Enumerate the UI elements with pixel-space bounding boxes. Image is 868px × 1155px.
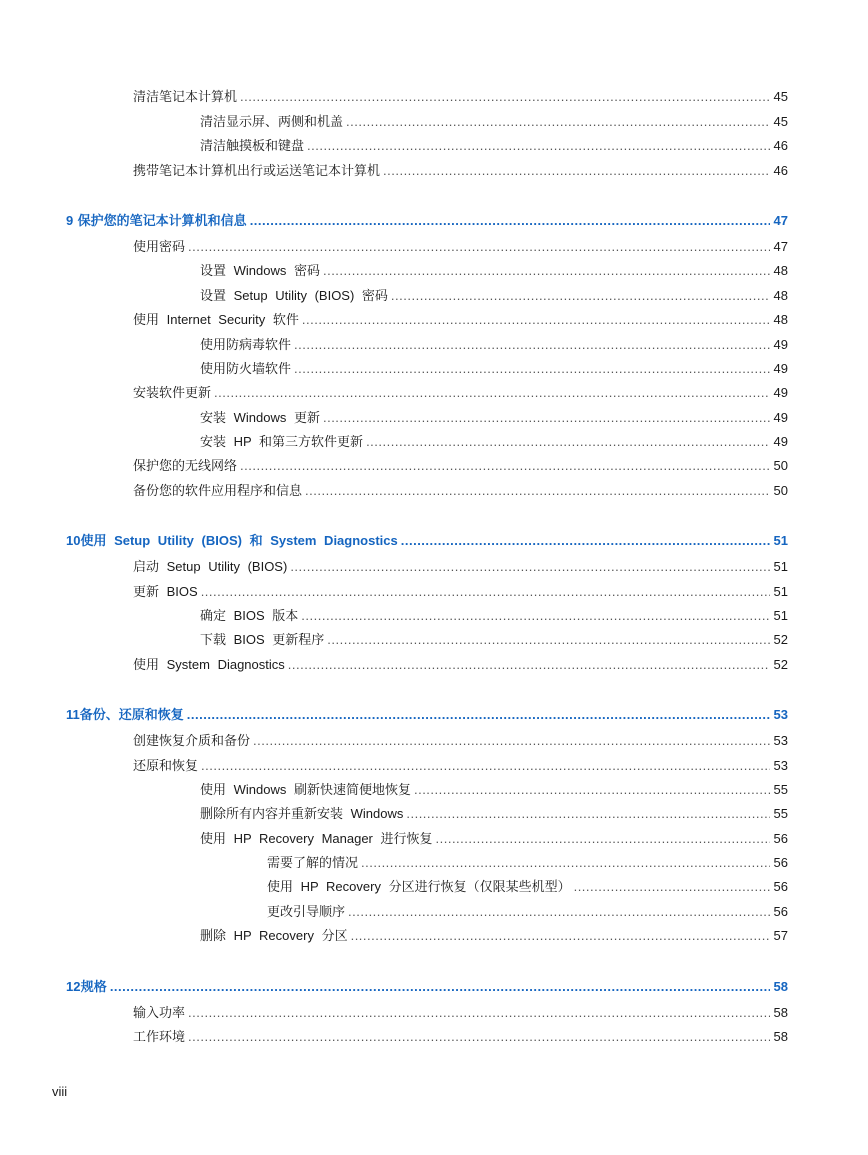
- dot-leader: [391, 288, 770, 304]
- dot-leader: [240, 458, 770, 474]
- page-number: 56: [773, 904, 788, 919]
- toc-entry[interactable]: [200, 831, 788, 847]
- entry-title: 使用 Internet Security 软件: [133, 312, 299, 327]
- page-number: 50: [773, 483, 788, 498]
- toc-entry[interactable]: [200, 263, 788, 279]
- dot-leader: [348, 904, 770, 920]
- page-number: 55: [773, 782, 788, 797]
- entry-title: 下载 BIOS 更新程序: [200, 632, 325, 647]
- toc-entry[interactable]: [133, 312, 788, 328]
- page-number: 51: [773, 559, 788, 574]
- page-number: 51: [773, 608, 788, 623]
- toc-entry[interactable]: [267, 904, 788, 920]
- dot-leader: [574, 879, 770, 895]
- dot-leader: [436, 831, 770, 847]
- dot-leader: [250, 213, 770, 229]
- toc-entry[interactable]: [133, 1005, 788, 1021]
- entry-title: 设置 Windows 密码: [200, 263, 320, 278]
- entry-title: 还原和恢复: [133, 758, 199, 773]
- entry-title: 备份您的软件应用程序和信息: [133, 483, 303, 498]
- dot-leader: [201, 584, 770, 600]
- toc-entry[interactable]: [133, 163, 788, 179]
- page-number: 49: [773, 385, 788, 400]
- entry-title: 使用密码: [133, 239, 186, 254]
- chapter-number: 10: [66, 533, 81, 548]
- dot-leader: [346, 114, 770, 130]
- toc-entry[interactable]: [200, 410, 788, 426]
- toc-chapter-entry[interactable]: [66, 707, 788, 723]
- page-number: 56: [773, 855, 788, 870]
- dot-leader: [214, 385, 770, 401]
- toc-entry[interactable]: [200, 337, 788, 353]
- entry-title: 保护您的无线网络: [133, 458, 238, 473]
- entry-title: 安装 HP 和第三方软件更新: [200, 434, 364, 449]
- entry-title: 输入功率: [133, 1005, 186, 1020]
- page-number: 45: [773, 89, 788, 104]
- dot-leader: [187, 707, 770, 723]
- dot-leader: [253, 733, 770, 749]
- page-number: 48: [773, 288, 788, 303]
- toc-entry[interactable]: [200, 928, 788, 944]
- page-number: 47: [773, 213, 788, 228]
- page-number: 56: [773, 831, 788, 846]
- toc-entry[interactable]: [133, 584, 788, 600]
- dot-leader: [414, 782, 770, 798]
- chapter-number: 9: [66, 213, 74, 228]
- toc-entry[interactable]: [133, 758, 788, 774]
- entry-title: 安装软件更新: [133, 385, 212, 400]
- entry-title: 启动 Setup Utility (BIOS): [133, 559, 288, 574]
- toc-entry[interactable]: [133, 657, 788, 673]
- toc-entry[interactable]: [133, 483, 788, 499]
- entry-title: 设置 Setup Utility (BIOS) 密码: [200, 288, 388, 303]
- toc-entry[interactable]: [133, 1029, 788, 1045]
- page-number: 53: [773, 758, 788, 773]
- toc-chapter-entry[interactable]: [66, 533, 788, 549]
- page-number: 45: [773, 114, 788, 129]
- entry-title: 删除所有内容并重新安装 Windows: [200, 806, 404, 821]
- entry-title: 工作环境: [133, 1029, 186, 1044]
- page-number: 53: [773, 733, 788, 748]
- toc-entry[interactable]: [267, 879, 788, 895]
- page-number: 46: [773, 138, 788, 153]
- page-number: 58: [773, 1005, 788, 1020]
- chapter-number: 11: [66, 707, 80, 722]
- toc-entry[interactable]: [200, 608, 788, 624]
- chapter-number: 12: [66, 979, 81, 994]
- toc-entry[interactable]: [200, 782, 788, 798]
- entry-title: 使用防火墙软件: [200, 361, 292, 376]
- page-number: 50: [773, 458, 788, 473]
- page-number: 46: [773, 163, 788, 178]
- page-number: 48: [773, 312, 788, 327]
- entry-title: 确定 BIOS 版本: [200, 608, 299, 623]
- page-number: 51: [773, 584, 788, 599]
- dot-leader: [294, 337, 770, 353]
- toc-chapter-entry[interactable]: [66, 213, 788, 229]
- dot-leader: [351, 928, 770, 944]
- dot-leader: [201, 758, 770, 774]
- toc-entry[interactable]: [133, 458, 788, 474]
- page-number: 49: [773, 337, 788, 352]
- toc-entry[interactable]: [133, 385, 788, 401]
- dot-leader: [290, 559, 769, 575]
- toc-entry[interactable]: [200, 138, 788, 154]
- dot-leader: [301, 608, 769, 624]
- entry-title: 安装 Windows 更新: [200, 410, 320, 425]
- toc-entry[interactable]: [133, 239, 788, 255]
- toc-entry[interactable]: [200, 114, 788, 130]
- dot-leader: [327, 632, 769, 648]
- dot-leader: [323, 410, 770, 426]
- dot-leader: [110, 979, 770, 995]
- dot-leader: [302, 312, 770, 328]
- dot-leader: [294, 361, 770, 377]
- page-number: 55: [773, 806, 788, 821]
- page-folio: viii: [52, 1084, 68, 1099]
- entry-title: 规格: [80, 979, 107, 994]
- page-number: 58: [773, 979, 788, 994]
- dot-leader: [288, 657, 770, 673]
- page-number: 57: [773, 928, 788, 943]
- toc-entry[interactable]: [200, 434, 788, 450]
- toc-entry[interactable]: [200, 288, 788, 304]
- page-number: 52: [773, 657, 788, 672]
- dot-leader: [307, 138, 770, 154]
- dot-leader: [366, 434, 769, 450]
- entry-title: 使用 HP Recovery 分区进行恢复（仅限某些机型）: [267, 879, 571, 894]
- entry-title: 清洁触摸板和键盘: [200, 138, 305, 153]
- entry-title: 使用 Windows 刷新快速简便地恢复: [200, 782, 411, 797]
- dot-leader: [188, 239, 770, 255]
- toc-entry[interactable]: [133, 733, 788, 749]
- page-number: 56: [773, 879, 788, 894]
- entry-title: 删除 HP Recovery 分区: [200, 928, 348, 943]
- entry-title: 使用 System Diagnostics: [133, 657, 285, 672]
- toc-chapter-entry[interactable]: [66, 979, 788, 995]
- entry-title: 保护您的笔记本计算机和信息: [77, 213, 247, 228]
- dot-leader: [323, 263, 770, 279]
- entry-title: 创建恢复介质和备份: [133, 733, 251, 748]
- toc-entry[interactable]: [133, 89, 788, 105]
- page-number: 48: [773, 263, 788, 278]
- dot-leader: [406, 806, 769, 822]
- page-number: 49: [773, 434, 788, 449]
- toc-entry[interactable]: [200, 632, 788, 648]
- dot-leader: [383, 163, 770, 179]
- entry-title: 清洁笔记本计算机: [133, 89, 238, 104]
- toc-entry[interactable]: [267, 855, 788, 871]
- page-number: 47: [773, 239, 788, 254]
- dot-leader: [361, 855, 770, 871]
- entry-title: 清洁显示屏、两侧和机盖: [200, 114, 344, 129]
- entry-title: 更改引导顺序: [267, 904, 346, 919]
- dot-leader: [305, 483, 770, 499]
- page-number: 58: [773, 1029, 788, 1044]
- entry-title: 使用 HP Recovery Manager 进行恢复: [200, 831, 433, 846]
- toc-entry[interactable]: [133, 559, 788, 575]
- entry-title: 使用防病毒软件: [200, 337, 292, 352]
- entry-title: 使用 Setup Utility (BIOS) 和 System Diagnostics: [80, 533, 398, 548]
- page-number: 49: [773, 410, 788, 425]
- page-number: 51: [773, 533, 788, 548]
- entry-title: 备份、还原和恢复: [79, 707, 184, 722]
- dot-leader: [188, 1005, 770, 1021]
- entry-title: 更新 BIOS: [133, 584, 198, 599]
- dot-leader: [240, 89, 770, 105]
- page-number: 53: [773, 707, 788, 722]
- toc-entry[interactable]: [200, 806, 788, 822]
- entry-title: 携带笔记本计算机出行或运送笔记本计算机: [133, 163, 381, 178]
- page-number: 49: [773, 361, 788, 376]
- dot-leader: [401, 533, 770, 549]
- page-number: 52: [773, 632, 788, 647]
- dot-leader: [188, 1029, 770, 1045]
- entry-title: 需要了解的情况: [267, 855, 359, 870]
- toc-entry[interactable]: [200, 361, 788, 377]
